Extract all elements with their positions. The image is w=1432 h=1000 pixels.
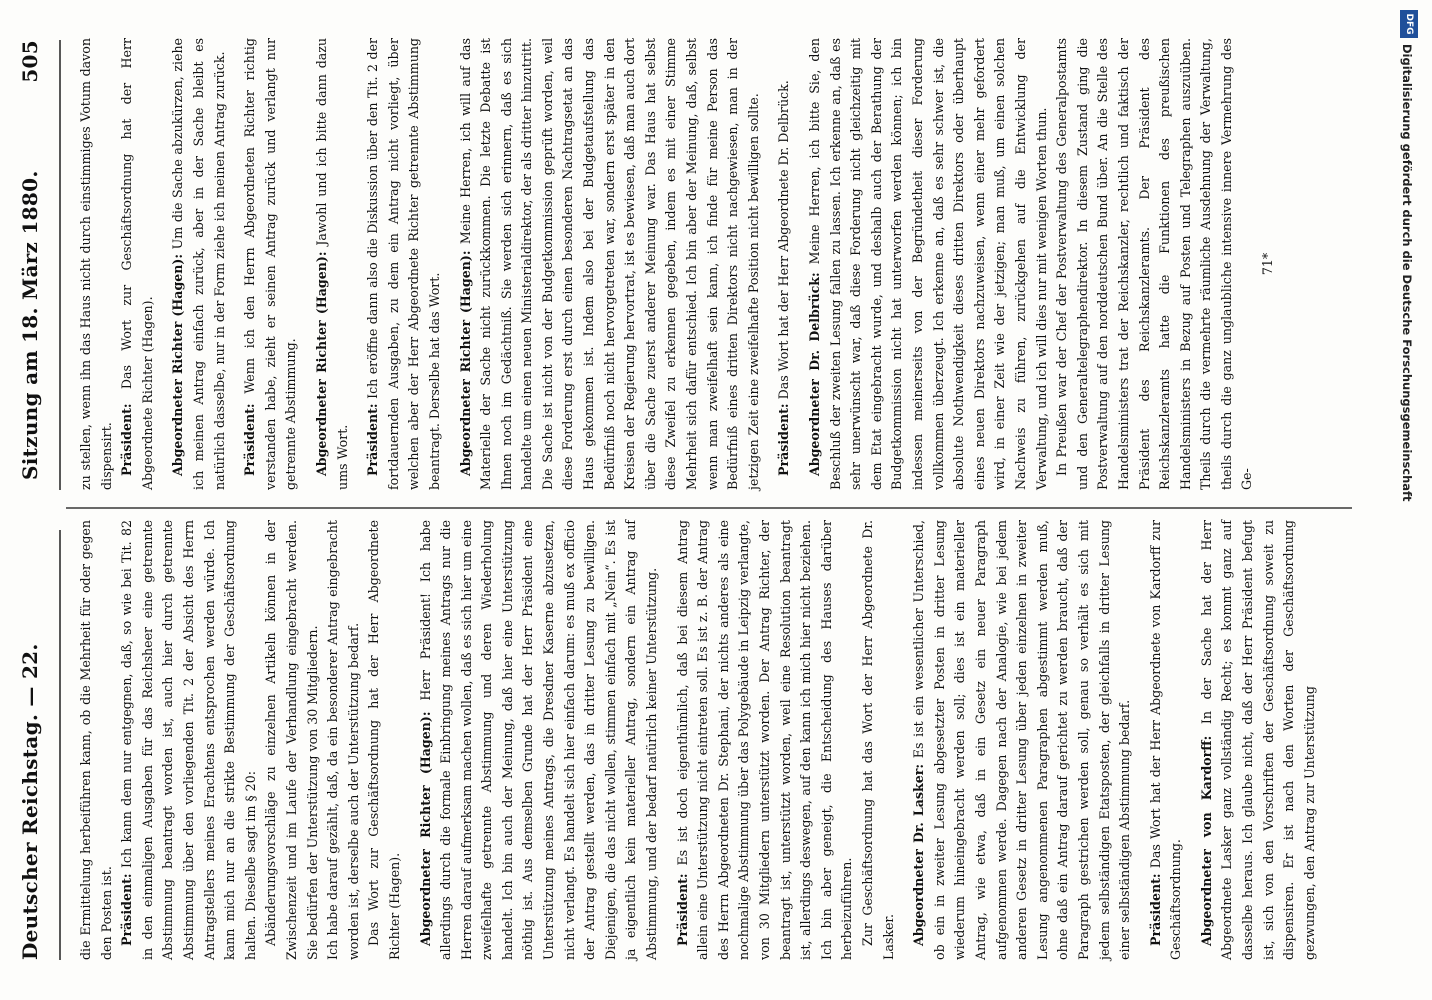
paragraph-text: Wenn ich den Herrn Abgeordneten Richter richtig verstanden habe, zieht er seinen Antrag zurück und verlangt nur getrennte Abstimmung. xyxy=(242,38,299,490)
paragraph-text: Das Wort hat der Herr Abgeordnete von Kardorff zur Geschäftsordnung. xyxy=(1147,520,1184,960)
paragraph-text: Herr Präsident! Ich habe allerdings durch die formale Einbringung meines Antrags nur die Herren darauf aufmerksam machen wollen, daß es sich hier um eine zweifelhafte getrennte Abstimmung und deren Wiederholung handelt. Ich bin auch der Meinung, daß hier eine Unterstützung nöthig ist. Aus demselben Grunde hat der Herr Präsident eine Unterstützung meines Antrags, die Dresdner Kaserne abzusetzen, nicht verlangt. Es handelt sich hier einfach darum: es muß ex officio der Antrag gestellt werden, das in dritter Lesung zu bewilligen. Diejenigen, die das nicht wollen, stimmen einfach mit „Nein“. Es ist ja eigentlich kein materieller Antrag, sondern ein Antrag auf Abstimmung, und der bedarf natürlich keiner Unterstützung. xyxy=(417,520,660,960)
speaker-name: Abgeordneter Richter (Hagen): xyxy=(170,253,186,476)
page-number: 505 xyxy=(18,40,42,83)
paragraph-text: Es ist doch eigenthümlich, daß bei diesem Antrag allein eine Unterstützung nicht eintreten soll. Es ist z. B. der Antrag des Herrn Abgeordneten Dr. Stephani, der nichts anderes als eine nochmalige Abstimmung über das Polygebäude in Leipzig verlangte, von 30 Mitgliedern unterstützt worden. Der Antrag Richter, der beantragt ist, unterstützt worden, weil eine Resolution beantragt ist, allerdings deswegen, auf den kann ich mich hier nicht beziehen. Ich bin aber geneigt, die Entscheidung des Hauses darüber herbeizuführen. xyxy=(674,520,855,960)
paragraph xyxy=(1146,520,1187,960)
paragraph xyxy=(76,520,117,960)
speaker-name: Präsident: xyxy=(119,873,135,946)
paragraph-text: Abänderungsvorschläge zu einzelnen Artikeln können in der Zwischenzeit und im Laufe der Verhandlung eingebracht werden. Sie bedürfen der Unterstützung von 30 Mitgliedern. xyxy=(263,520,320,960)
paragraph-text: Meine Herren, ich will auf das Materielle der Sache nicht zurückkommen. Die letzte Debatte ist Ihnen noch im Gedächtniß. Sie werden sich erinnern, daß es sich handelte um einen neuen Ministerialdirektor, der als dritter hinzutritt. Die Sache ist nicht von der Budgetkommission geprüft worden, weil diese Forderung erst durch einen besonderen Nachtragsetat an das Haus gekommen ist. Indem also bei der Budgetaufstellung das Bedürfniß noch nicht hervorgetreten war, sondern erst später in den Kreisen der Regierung hervortrat, ist es bewiesen, daß man auch dort über die Sache zuerst anderer Meinung war. Das Haus hat selbst diese Zweifel zu erkennen gegeben, indem es mit einer Stimme Mehrheit sich dafür entschied. Ich bin aber der Meinung, daß, selbst wenn man zweifelhaft sein kann, ich finde für meine Person das Bedürfniß eines dritten Direktors nicht nachgewiesen, man in der jetzigen Zeit eine zweifelhafte Position nicht bewilligen sollte. xyxy=(457,37,761,490)
paragraph xyxy=(1258,38,1279,490)
paragraph xyxy=(117,38,158,490)
paragraph-text: Jawohl und ich bitte dann dazu ums Wort. xyxy=(313,37,350,490)
speaker-name: Präsident: xyxy=(365,403,381,476)
paragraph-text: Es ist ein wesentlicher Unterschied, ob ein in zweiter Lesung abgesetzter Posten in dritter Lesung wiederum hineingebracht werden soll; dies ist ein materieller Antrag, wie etwa, daß in ein Gesetz ein neuer Paragraph aufgenommen werde. Dagegen nach der Analogie, wie bei jedem anderen Gesetz in dritter Lesung über jeden einzelnen in zweiter Lesung angenommenen Paragraphen abgestimmt werden muß, ohne daß ein Antrag darauf gerichtet zu werden braucht, daß der Paragraph gestrichen werden soll, genau so verhält es sich mit jedem selbständigen Etatsposten, der gleichfalls in dritter Lesung einer selbständigen Abstimmung bedarf. xyxy=(911,520,1133,960)
paragraph-text: Um die Sache abzukürzen, ziehe ich meinen Antrag einfach zurück, aber in der Sache bleibt es natürlich dasselbe, nur in der Form ziehe ich meinen Antrag zurück. xyxy=(170,37,227,490)
paragraph xyxy=(76,38,117,490)
paragraph-text: die Ermittelung herbeiführen kann, ob die Mehrheit für oder gegen den Posten ist. xyxy=(78,520,114,960)
paragraph xyxy=(1197,520,1321,960)
speaker-name: Präsident: xyxy=(1147,873,1163,946)
paragraph-text: 71* xyxy=(1260,252,1276,276)
digitization-credit: Digitalisierung gefördert durch die Deutsche Forschungsgemeinschaft xyxy=(1400,44,1414,502)
speaker-name: Präsident: xyxy=(119,403,135,476)
running-head-session: Sitzung am 18. März 1880. xyxy=(18,170,42,480)
paragraph xyxy=(805,38,1052,490)
paragraph xyxy=(774,38,795,490)
paragraph-text: Meine Herren, ich bitte Sie, den Beschluß der zweiten Lesung fallen zu lassen. Ich erkenne an, daß es sehr unerwünscht war, daß diese Forderung nicht gleichzeitig mit dem Etat eingebracht wurde, und deshalb auch der Berathung der Budgetkommission nicht hat unterworfen werden können; ich bin indessen meinerseits von der Begründetheit dieser Forderung vollkommen überzeugt. Ich erkenne an, daß es sehr schwer ist, die absolute Nothwendigkeit dieses dritten Direktors oder überhaupt eines neuen Direktors nachzuweisen, wenn einer mehr gefordert wird, in einer Zeit wie der jetzigen; man muß, um einen solchen Nachweis zu führen, zurückgehen auf die Entwicklung der Verwaltung, und ich will dies nur mit wenigen Worten thun. xyxy=(807,38,1049,490)
speaker-name: Abgeordneter Richter (Hagen): xyxy=(417,711,433,946)
speaker-name: Abgeordneter Richter (Hagen): xyxy=(313,251,329,476)
paragraph xyxy=(416,520,663,960)
speaker-name: Abgeordneter Dr. Delbrück: xyxy=(807,272,822,476)
paragraph xyxy=(261,520,323,960)
text-column-left xyxy=(76,520,1320,960)
paragraph xyxy=(168,38,230,490)
paragraph-text: Das Wort hat der Herr Abgeordnete Dr. Delbrück. xyxy=(776,80,792,404)
paragraph-text: Ich kann dem nur entgegnen, daß, so wie bei Tit. 82 in den einmaligen Ausgaben für das Reichsheer eine getrennte Abstimmung beantragt worden ist, auch hier durch getrennte Abstimmung über den vorliegenden Tit. 2 der Absicht des Herrn Antragstellers meines Erachtens entsprochen werden würde. Ich kann mich nur an die strikte Bestimmung der Geschäftsordnung halten. Dieselbe sagt im § 20: xyxy=(119,520,258,960)
paragraph xyxy=(363,38,445,490)
paragraph xyxy=(909,520,1136,960)
paragraph-text: Ich habe darauf gezählt, daß, da ein besonderer Antrag eingebracht worden ist, derselbe auch der Unterstützung bedarf. xyxy=(325,520,361,960)
dfg-logo: DFG xyxy=(1400,10,1418,38)
paragraph-text: Das Wort zur Geschäftsordnung hat der Herr Abgeordnete Richter (Hagen). xyxy=(119,38,155,490)
speaker-name: Abgeordneter Dr. Lasker: xyxy=(911,763,927,946)
speaker-name: Präsident: xyxy=(242,403,258,476)
paragraph xyxy=(240,38,302,490)
paragraph xyxy=(858,520,899,960)
paragraph-text: Ich eröffne dann also die Diskussion über den Tit. 2 der fortdauernden Ausgaben, zu dem ein Antrag nicht vorliegt, über welchen aber der Herr Abgeordnete Richter getrennte Abstimmung beantragt. Derselbe hat das Wort. xyxy=(365,38,442,490)
running-head-left: Deutscher Reichstag. — 22. xyxy=(18,643,42,960)
speaker-name: Abgeordneter von Kardorff: xyxy=(1198,735,1214,946)
paragraph xyxy=(673,520,858,960)
speaker-name: Präsident: xyxy=(674,873,690,946)
paragraph xyxy=(364,520,405,960)
margin-strip xyxy=(1398,10,1418,570)
paragraph xyxy=(1052,38,1258,490)
speaker-name: Präsident: xyxy=(776,403,792,476)
paragraph-text: In der Sache hat der Herr Abgeordnete Lasker ganz vollständig Recht; es kommt ganz auf dasselbe heraus. Ich glaube nicht, daß der Herr Präsident befugt ist, sich von den Vorschriften der Geschäftsordnung soweit zu dispensiren. Er ist nach den Worten der Geschäftsordnung gezwungen, den Antrag zur Unterstützung xyxy=(1198,520,1317,960)
paragraph-text: In Preußen war der Chef der Postverwaltung des Generalpostamts und den Generaltelegraphendirektor. In diesem Zustand ging die Postverwaltung auf den norddeutschen Bund über. An die Stelle des Handelsministers trat der Reichskanzler, rechtlich und faktisch der Präsident des Reichskanzleramts. Der Präsident des Reichskanzleramts hatte die Funktionen des preußischen Handelsministers in Bezug auf Posten und Telegraphen auszuüben. Theils durch die vermehrte räumliche Ausdehnung der Verwaltung, theils durch die ganz unglaubliche intensive innere Vermehrung des Ge- xyxy=(1054,38,1255,490)
paragraph xyxy=(323,520,364,960)
text-column-right xyxy=(76,38,1279,490)
paragraph-text: zu stellen, wenn ihn das Haus nicht durch einstimmiges Votum davon dispensirt. xyxy=(78,38,114,490)
paragraph xyxy=(312,38,353,490)
paragraph xyxy=(456,38,765,490)
paragraph-text: Das Wort zur Geschäftsordnung hat der Herr Abgeordnete Richter (Hagen). xyxy=(366,520,402,960)
paragraph-text: Zur Geschäftsordnung hat das Wort der Herr Abgeordnete Dr. Lasker. xyxy=(859,520,896,960)
paragraph xyxy=(117,520,261,960)
speaker-name: Abgeordneter Richter (Hagen): xyxy=(457,250,473,476)
